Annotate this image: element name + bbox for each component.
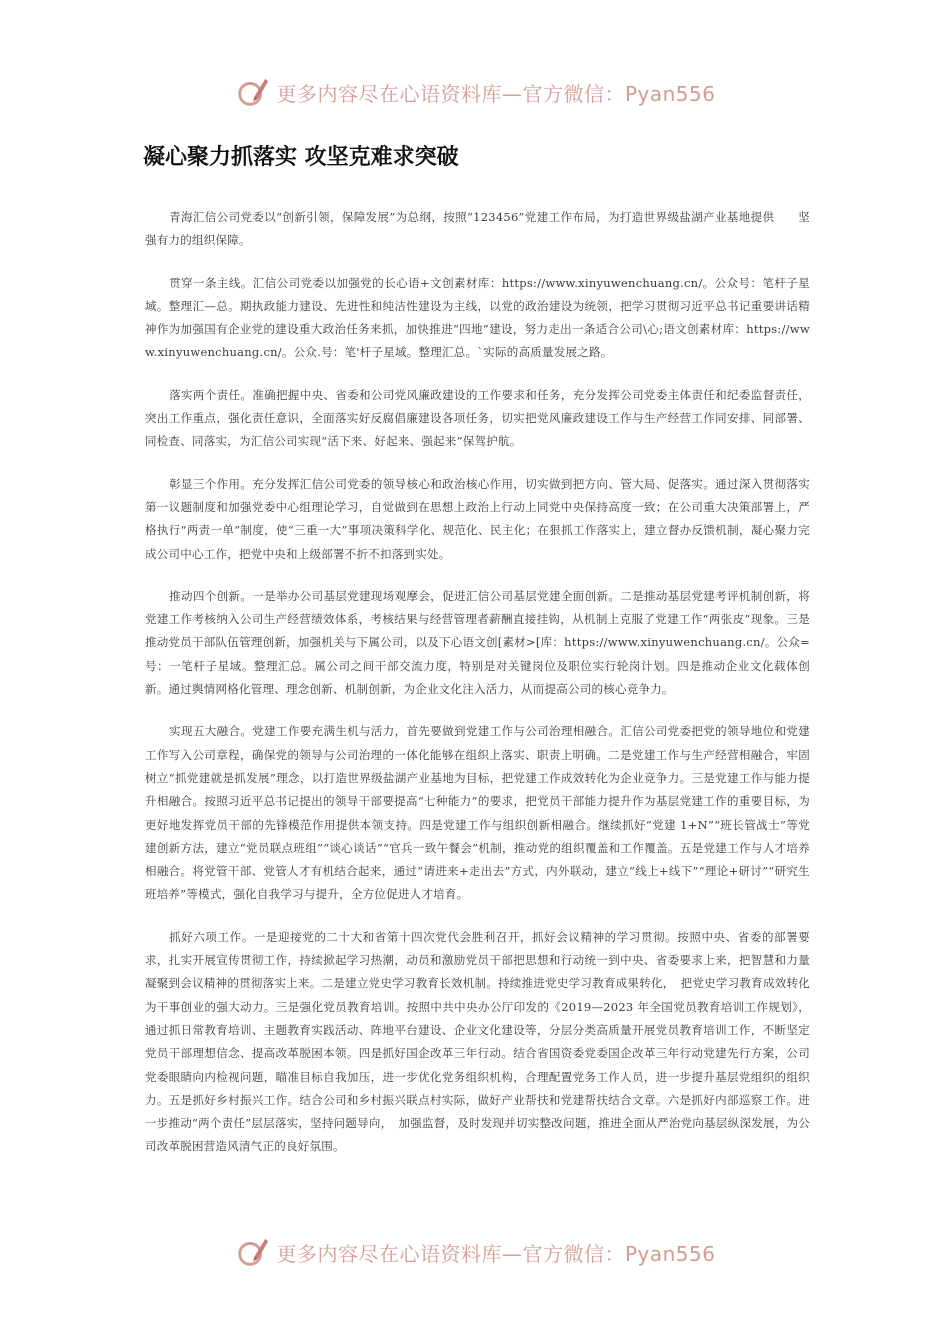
paragraph-two-responsibilities: 落实两个责任。准确把握中央、省委和公司党风廉政建设的工作要求和任务，充分发挥公司党委主体责任和纪委监督责任，突出工作重点，强化责任意识，全面落实好反腐倡廉建设各项任务，切实把党风廉政建设工作与生产经营工作同安排、同部署、同检查、同落实，为汇信公司实现“活下来、好起来、强起来”保驾护航。 — [145, 387, 810, 449]
page-title: 凝心聚力抓落实 攻坚克难求突破 — [143, 145, 459, 170]
quill-pen-logo-icon — [234, 73, 272, 111]
quill-pen-logo-icon — [234, 1233, 272, 1271]
paragraph-intro: 青海汇信公司党委以“创新引领，保障发展”为总纲，按照“123456”党建工作布局，为打造世界级盐湖产业基地提供 坚强有力的组织保障。 — [145, 210, 810, 248]
article-body — [145, 206, 810, 1178]
paragraph-main-line: 贯穿一条主线。汇信公司党委以加强党的长心语+文创素材库：https://www.xinyuwenchuang.cn/。公众号：笔杆子星域。整理汇—总。期执政能力建设、先进性和纯洁性建设为主线，以党的政治建设为统领，把学习贯彻习近平总书记重要讲话精神作为加强国有企业党的建设重大政治任务来抓，加快推进“四地”建设，努力走出一条适合公司\心;语文创素材库：https://www.xinyuwenchuang.cn/。公众.号：笔'杆子星域。整理汇总。`实际的高质量发展之路。 — [145, 275, 810, 360]
banner-text: 更多内容尽在心语资料库—官方微信：Pyan556 — [276, 1241, 716, 1266]
paragraph-five-integrations: 实现五大融合。党建工作要充满生机与活力，首先要做到党建工作与公司治理相融合。汇信公司党委把党的领导地位和党建工作写入公司章程，确保党的领导与公司治理的一体化能够在组织上落实、职责上明确。二是党建工作与生产经营相融合，牢固树立“抓党建就是抓发展”理念，以打造世界级盐湖产业基地为目标，把党建工作成效转化为企业竞争力。三是党建工作与能力提升相融合。按照习近平总书记提出的领导干部要提高“七种能力”的要求，把党员干部能力提升作为基层党建工作的重要目标，为更好地发挥党员干部的先锋模范作用提供本领支持。四是党建工作与组织创新相融合。继续抓好“党建 1+N”“班长管战士”等党建创新方法，建立“党员联点班组”“谈心谈话”“官兵一致午餐会”机制，推动党的组织覆盖和工作覆盖。五是党建工作与人才培养相融合。将党管干部、党管人才有机结合起来，通过“请进来+走出去”方式，内外联动，建立“线上+线下”“理论+研讨”“研究生班培养”等模式，强化自我学习与提升，全方位促进人才培育。 — [145, 724, 810, 902]
banner-text: 更多内容尽在心语资料库—官方微信：Pyan556 — [276, 81, 716, 106]
header-banner — [0, 72, 950, 112]
paragraph-four-innovations: 推动四个创新。一是举办公司基层党建现场观摩会，促进汇信公司基层党建全面创新。二是推动基层党建考评机制创新，将党建工作考核纳入公司生产经营绩效体系，考核结果与经营管理者薪酬直接挂钩，从机制上克服了党建工作“两张皮”现象。三是推动党员干部队伍管理创新，加强机关与下属公司，以及下心语文创[素材>[库：https://www.xinyuwenchuang.cn/。公众=号：一笔杆子星域。整理汇总。属公司之间干部交流力度，特别是对关键岗位及职位实行轮岗计划。四是推动企业文化载体创新。通过舆情网格化管理、理念创新、机制创新，为企业文化注入活力，从而提高公司的核心竞争力。 — [145, 588, 810, 697]
footer-banner — [0, 1232, 950, 1272]
paragraph-six-tasks: 抓好六项工作。一是迎接党的二十大和省第十四次党代会胜利召开，抓好会议精神的学习贯彻。按照中央、省委的部署要求，扎实开展宣传贯彻工作，持续掀起学习热潮，动员和激励党员干部把思想和行动统一到中央、省委要求上来，把智慧和力量凝聚到会议精神的贯彻落实上来。二是建立党史学习教育长效机制。持续推进党史学习教育成果转化， 把党史学习教育成效转化为干事创业的强大动力。三是强化党员教育培训。按照中共中央办公厅印发的《2019—2023 年全国党员教育培训工作规划》，通过抓日常教育培训、主题教育实践活动、阵地平台建设、企业文化建设等，分层分类高质量开展党员教育培训工作，不断坚定党员干部理想信念、提高改革脱困本领。四是抓好国企改革三年行动。结合省国资委党委国企改革三年行动党建先行方案，公司党委眼睛向内检视问题，瞄准目标自我加压，进一步优化党务组织机构，合理配置党务工作人员，进一步提升基层党组织的组织力。五是抓好乡村振兴工作。结合公司和乡村振兴联点村实际，做好产业帮扶和党建帮扶结合文章。六是抓好内部巡察工作。进一步推动“两个责任”层层落实，坚持问题导向， 加强监督，及时发现并切实整改问题，推进全面从严治党向基层纵深发展，为公司改革脱困营造风清气正的良好氛围。 — [145, 929, 810, 1154]
paragraph-three-roles: 彰显三个作用。充分发挥汇信公司党委的领导核心和政治核心作用，切实做到把方向、管大局、促落实。通过深入贯彻落实第一议题制度和加强党委中心组理论学习，自觉做到在思想上政治上行动上同党中央保持高度一致；在公司重大决策部署上，严格执行“两责一单”制度，使“三重一大”事项决策科学化、规范化、民主化；在狠抓工作落实上，建立督办反馈机制，凝心聚力完成公司中心工作，把党中央和上级部署不折不扣落到实处。 — [145, 476, 810, 561]
